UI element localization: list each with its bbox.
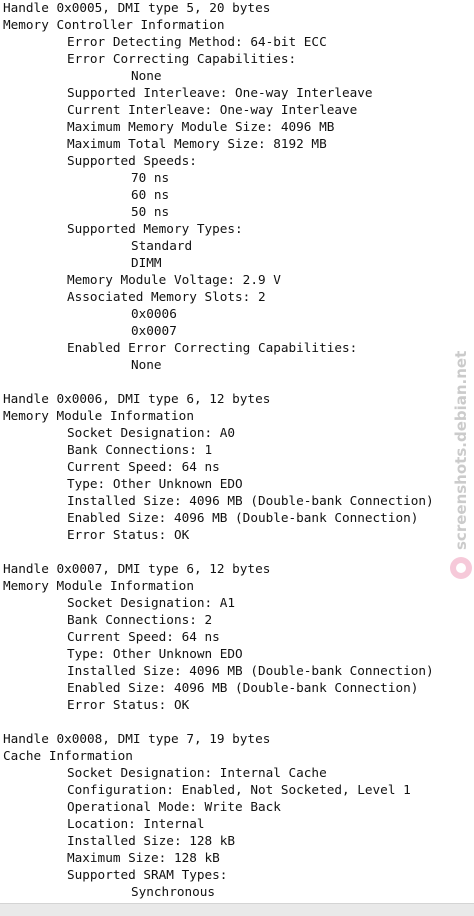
output-line: Installed Size: 4096 MB (Double-bank Connection) <box>67 663 434 678</box>
output-line: DIMM <box>131 255 162 270</box>
output-line: Supported Memory Types: <box>67 221 243 236</box>
output-line: Error Detecting Method: 64-bit ECC <box>67 34 327 49</box>
output-line: 50 ns <box>131 204 170 219</box>
output-line: Associated Memory Slots: 2 <box>67 289 266 304</box>
watermark <box>446 340 474 590</box>
watermark-text: screenshots.debian.net <box>452 350 470 550</box>
blank-line <box>3 713 434 730</box>
output-line: Type: Other Unknown EDO <box>67 646 243 661</box>
blank-line <box>3 373 434 390</box>
output-line: Socket Designation: Internal Cache <box>67 765 327 780</box>
output-line: 60 ns <box>131 187 170 202</box>
output-line: 0x0007 <box>131 323 177 338</box>
output-line: Cache Information <box>3 748 133 763</box>
output-line: Socket Designation: A0 <box>67 425 236 440</box>
output-line: 0x0006 <box>131 306 177 321</box>
output-line: Supported Interleave: One-way Interleave <box>67 85 373 100</box>
output-line: Synchronous <box>131 884 216 899</box>
dmidecode-output <box>3 0 434 916</box>
output-line: None <box>131 68 162 83</box>
output-line: Enabled Size: 4096 MB (Double-bank Connection) <box>67 680 419 695</box>
horizontal-scrollbar[interactable] <box>0 903 474 916</box>
output-line: Handle 0x0008, DMI type 7, 19 bytes <box>3 731 271 746</box>
output-line: Type: Other Unknown EDO <box>67 476 243 491</box>
output-line: Memory Controller Information <box>3 17 225 32</box>
output-line: Handle 0x0007, DMI type 6, 12 bytes <box>3 561 271 576</box>
output-line: Memory Module Voltage: 2.9 V <box>67 272 281 287</box>
output-line: Configuration: Enabled, Not Socketed, Level 1 <box>67 782 411 797</box>
output-line: None <box>131 357 162 372</box>
output-line: Handle 0x0006, DMI type 6, 12 bytes <box>3 391 271 406</box>
output-line: Operational Mode: Write Back <box>67 799 281 814</box>
output-line: Installed Size: 128 kB <box>67 833 236 848</box>
output-line: Maximum Size: 128 kB <box>67 850 220 865</box>
debian-swirl-icon <box>450 557 472 579</box>
output-line: Enabled Error Correcting Capabilities: <box>67 340 358 355</box>
output-line: Socket Designation: A1 <box>67 595 236 610</box>
output-line: 70 ns <box>131 170 170 185</box>
output-line: Memory Module Information <box>3 408 194 423</box>
blank-line <box>3 543 434 560</box>
output-line: Error Correcting Capabilities: <box>67 51 297 66</box>
output-line: Standard <box>131 238 193 253</box>
output-line: Error Status: OK <box>67 697 190 712</box>
output-line: Handle 0x0005, DMI type 5, 20 bytes <box>3 0 271 15</box>
output-line: Bank Connections: 2 <box>67 612 213 627</box>
output-line: Memory Module Information <box>3 578 194 593</box>
output-line: Supported SRAM Types: <box>67 867 228 882</box>
output-line: Current Speed: 64 ns <box>67 629 220 644</box>
output-line: Current Speed: 64 ns <box>67 459 220 474</box>
output-line: Installed Size: 4096 MB (Double-bank Connection) <box>67 493 434 508</box>
output-line: Enabled Size: 4096 MB (Double-bank Connection) <box>67 510 419 525</box>
output-line: Error Status: OK <box>67 527 190 542</box>
output-line: Current Interleave: One-way Interleave <box>67 102 358 117</box>
output-line: Maximum Memory Module Size: 4096 MB <box>67 119 335 134</box>
output-line: Location: Internal <box>67 816 205 831</box>
output-line: Bank Connections: 1 <box>67 442 213 457</box>
output-line: Maximum Total Memory Size: 8192 MB <box>67 136 327 151</box>
output-line: Supported Speeds: <box>67 153 197 168</box>
